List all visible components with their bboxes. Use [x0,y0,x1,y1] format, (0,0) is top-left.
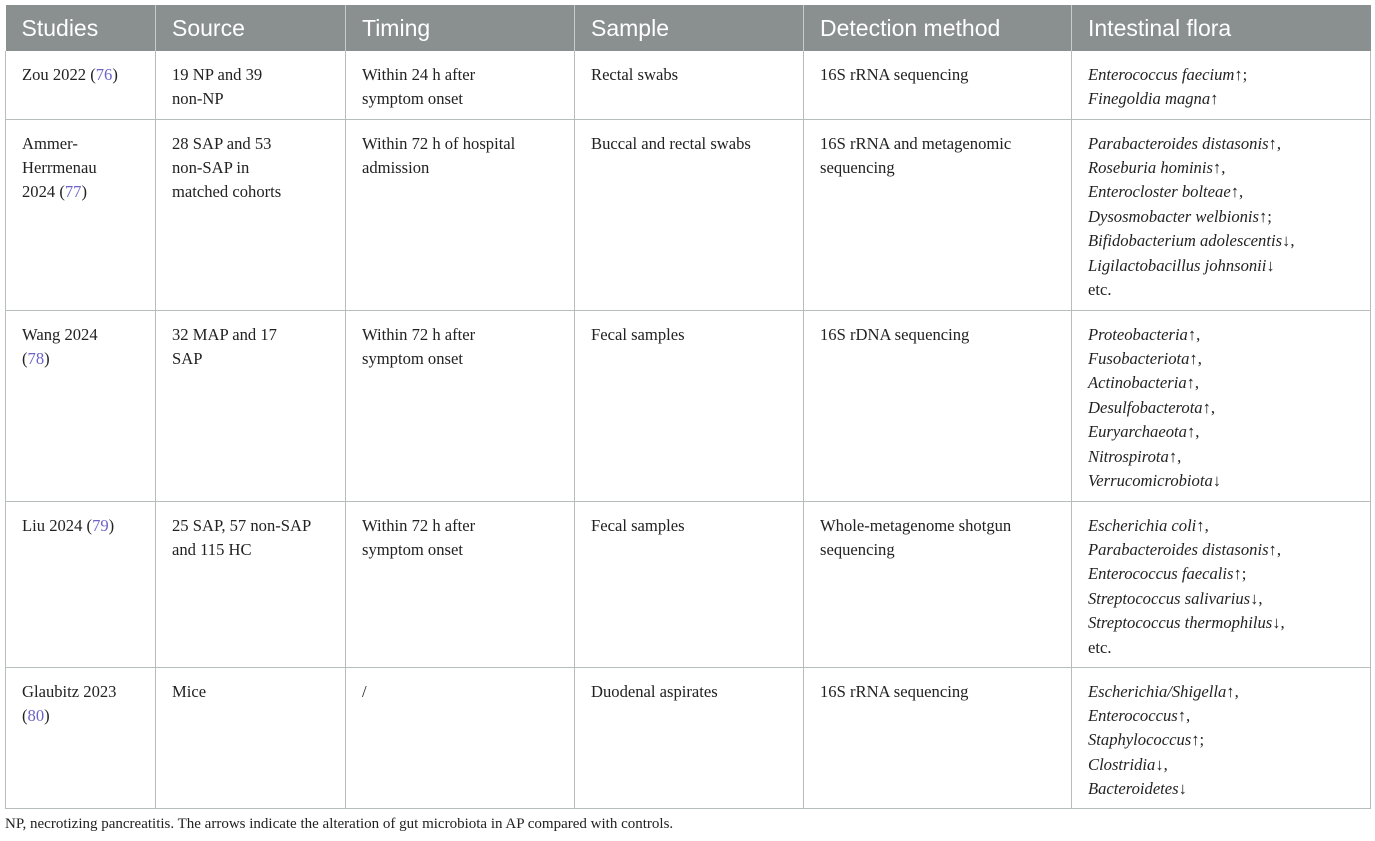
study-line [22,180,145,204]
study-text: Wang 2024 [22,324,98,344]
table-row [6,119,1371,310]
table-row [6,501,1371,667]
cell-source [156,119,346,310]
header-studies: Studies [6,5,156,51]
flora-change-mark: ↑, [1168,446,1182,466]
study-line [22,132,145,156]
flora-item [1088,562,1360,586]
flora-species-name: Clostridia [1088,754,1156,774]
study-line [22,680,145,704]
cell-sample-line: Fecal samples [591,515,685,535]
flora-species-name: Parabacteroides distasonis [1088,133,1269,153]
table-body [6,51,1371,808]
cell-source-line: Mice [172,681,207,701]
header-detection-method: Detection method [804,5,1072,51]
flora-item [1088,680,1360,704]
flora-item [1088,396,1360,420]
cell-source-line: non-SAP in [172,157,250,177]
flora-item [1088,371,1360,395]
study-line [22,347,145,371]
cell-detection-method-line: sequencing [820,157,895,177]
cell-detection-method [804,119,1072,310]
flora-species-name: Verrucomicrobiota [1088,470,1213,490]
flora-change-mark: ↑; [1233,564,1247,584]
cell-intestinal-flora [1072,501,1371,667]
cell-source [156,310,346,501]
cell-detection-method-line: 16S rRNA sequencing [820,681,969,701]
cell-timing [346,501,575,667]
flora-species-name: Escherichia coli [1088,515,1197,535]
table-row [6,667,1371,808]
flora-item [1088,728,1360,752]
flora-change-mark: ↑, [1212,157,1226,177]
flora-species-name: Ligilactobacillus johnsonii [1088,255,1267,275]
flora-change-mark: ↑, [1186,373,1200,393]
flora-change-mark: ↑, [1186,422,1200,442]
cell-source-line: SAP [172,348,203,368]
table-row [6,310,1371,501]
cell-sample [575,51,804,119]
cell-sample [575,310,804,501]
study-text: Ammer- [22,133,78,153]
cell-timing-line: Within 72 h after [362,515,476,535]
flora-item [1088,347,1360,371]
cell-source-line: 25 SAP, 57 non-SAP [172,515,312,535]
flora-species-name: Finegoldia magna [1088,89,1211,109]
flora-item [1088,704,1360,728]
cell-detection-method [804,501,1072,667]
flora-item [1088,420,1360,444]
study-text-after: ) [112,65,118,84]
cell-source [156,51,346,119]
flora-change-mark: ↑, [1189,348,1202,368]
cell-timing-line: / [362,681,367,701]
cell-detection-method-line: 16S rRNA and metagenomic [820,133,1012,153]
flora-item [1088,753,1360,777]
cell-timing-line: symptom onset [362,348,463,368]
cell-timing [346,51,575,119]
cell-study [6,51,156,119]
cell-source [156,667,346,808]
flora-change-mark: ↑, [1187,324,1201,344]
flora-species-name: Nitrospirota [1088,446,1169,466]
flora-change-mark: ↑, [1202,397,1216,417]
cell-timing [346,310,575,501]
flora-item [1088,180,1360,204]
cell-sample [575,501,804,667]
flora-change-mark: ↓ [1178,779,1187,799]
reference-link[interactable]: 76 [95,65,113,84]
flora-species-name: Streptococcus salivarius [1088,588,1251,608]
cell-study [6,310,156,501]
cell-detection-method-line: 16S rDNA sequencing [820,324,970,344]
flora-species-name: Desulfobacterota [1088,397,1203,417]
flora-species-name: Proteobacteria [1088,324,1188,344]
flora-change-mark: etc. [1088,637,1112,657]
header-intestinal-flora: Intestinal flora [1072,5,1371,51]
flora-item [1088,254,1360,278]
cell-source-line: 32 MAP and 17 [172,324,277,344]
flora-species-name: Actinobacteria [1088,373,1187,393]
flora-item [1088,777,1360,801]
cell-timing-line: Within 24 h after [362,65,476,84]
flora-change-mark: etc. [1088,279,1112,299]
flora-change-mark: ↓, [1155,754,1168,774]
flora-species-name: Enterocloster bolteae [1088,182,1231,202]
cell-sample [575,119,804,310]
study-text: Zou 2022 ( [22,65,96,84]
reference-link[interactable]: 80 [27,705,45,725]
flora-species-name: Enterococcus faecium [1088,65,1235,84]
cell-intestinal-flora [1072,667,1371,808]
flora-species-name: Euryarchaeota [1088,422,1187,442]
study-text: Glaubitz 2023 [22,681,117,701]
flora-item [1088,63,1360,87]
study-text: ( [22,348,28,368]
cell-sample [575,667,804,808]
flora-species-name: Parabacteroides distasonis [1088,539,1269,559]
flora-change-mark: ↓ [1212,470,1222,490]
cell-source-line: matched cohorts [172,182,282,202]
study-text: Liu 2024 ( [22,515,93,535]
cell-source-line: non-NP [172,89,224,109]
cell-intestinal-flora [1072,119,1371,310]
header-timing: Timing [346,5,575,51]
studies-table [5,5,1371,809]
flora-species-name: Streptococcus thermophilus [1088,613,1273,633]
flora-item [1088,229,1360,253]
flora-change-mark: ↓, [1282,231,1295,251]
flora-item [1088,469,1360,493]
cell-source [156,501,346,667]
flora-item [1088,445,1360,469]
cell-timing-line: symptom onset [362,539,463,559]
flora-change-mark: ↑; [1191,730,1205,750]
flora-change-mark: ↑, [1268,133,1281,153]
cell-detection-method-line: 16S rRNA sequencing [820,65,969,84]
flora-item [1088,278,1360,302]
study-text: 2024 ( [22,182,65,202]
flora-species-name: Bifidobacterium adolescentis [1088,231,1283,251]
flora-item [1088,636,1360,660]
flora-change-mark: ↓ [1266,255,1275,275]
cell-sample-line: Duodenal aspirates [591,681,718,701]
flora-species-name: Enterococcus [1088,705,1178,725]
table-header-row [6,5,1371,51]
flora-change-mark: ↑, [1177,705,1191,725]
cell-source-line: and 115 HC [172,539,252,559]
study-line [22,156,145,180]
reference-link[interactable]: 78 [27,348,45,368]
table-row [6,51,1371,119]
cell-timing-line: Within 72 h after [362,324,476,344]
cell-timing-line: admission [362,157,430,177]
cell-study [6,501,156,667]
flora-item [1088,538,1360,562]
flora-species-name: Escherichia/Shigella [1088,681,1227,701]
flora-change-mark: ↓, [1250,588,1263,608]
cell-source-line: 19 NP and 39 [172,65,263,84]
study-text: ( [22,705,28,725]
flora-item [1088,514,1360,538]
flora-item [1088,205,1360,229]
cell-intestinal-flora [1072,310,1371,501]
table-footnote: NP, necrotizing pancreatitis. The arrows indicate the alteration of gut microbiota in AP compared with controls. [5,816,674,832]
flora-species-name: Enterococcus faecalis [1088,564,1234,584]
study-text: Herrmenau [22,157,97,177]
flora-change-mark: ↑ [1210,89,1219,109]
study-text-after: ) [81,182,87,202]
reference-link[interactable]: 77 [64,182,82,202]
flora-item [1088,156,1360,180]
cell-sample-line: Rectal swabs [591,65,679,84]
cell-timing [346,119,575,310]
flora-change-mark: ↑, [1196,515,1209,535]
cell-intestinal-flora [1072,51,1371,119]
cell-study [6,119,156,310]
flora-species-name: Bacteroidetes [1088,779,1179,799]
study-line [22,514,145,538]
study-line [22,704,145,728]
reference-link[interactable]: 79 [92,515,109,535]
cell-detection-method-line: sequencing [820,539,895,559]
header-sample: Sample [575,5,804,51]
flora-species-name: Roseburia hominis [1088,157,1213,177]
cell-study [6,667,156,808]
cell-sample-line: Fecal samples [591,324,685,344]
flora-change-mark: ↓, [1272,613,1285,633]
flora-item [1088,132,1360,156]
cell-detection-method [804,310,1072,501]
study-text-after: ) [44,705,50,725]
study-text-after: ) [44,348,50,368]
cell-timing [346,667,575,808]
study-text-after: ) [108,515,115,535]
cell-detection-method-line: Whole-metagenome shotgun [820,515,1012,535]
flora-change-mark: ↑; [1234,65,1248,84]
flora-item [1088,87,1360,111]
flora-item [1088,323,1360,347]
flora-change-mark: ↑; [1259,206,1272,226]
flora-species-name: Fusobacteriota [1088,348,1190,368]
study-line [22,63,145,87]
cell-detection-method [804,51,1072,119]
flora-change-mark: ↑, [1268,539,1281,559]
cell-timing-line: symptom onset [362,89,463,109]
cell-detection-method [804,667,1072,808]
cell-timing-line: Within 72 h of hospital [362,133,516,153]
flora-item [1088,587,1360,611]
flora-change-mark: ↑, [1230,182,1244,202]
cell-source-line: 28 SAP and 53 [172,133,272,153]
study-line [22,323,145,347]
cell-sample-line: Buccal and rectal swabs [591,133,751,153]
flora-species-name: Dysosmobacter welbionis [1088,206,1259,226]
header-source: Source [156,5,346,51]
flora-item [1088,611,1360,635]
flora-species-name: Staphylococcus [1088,730,1192,750]
flora-change-mark: ↑, [1226,681,1239,701]
